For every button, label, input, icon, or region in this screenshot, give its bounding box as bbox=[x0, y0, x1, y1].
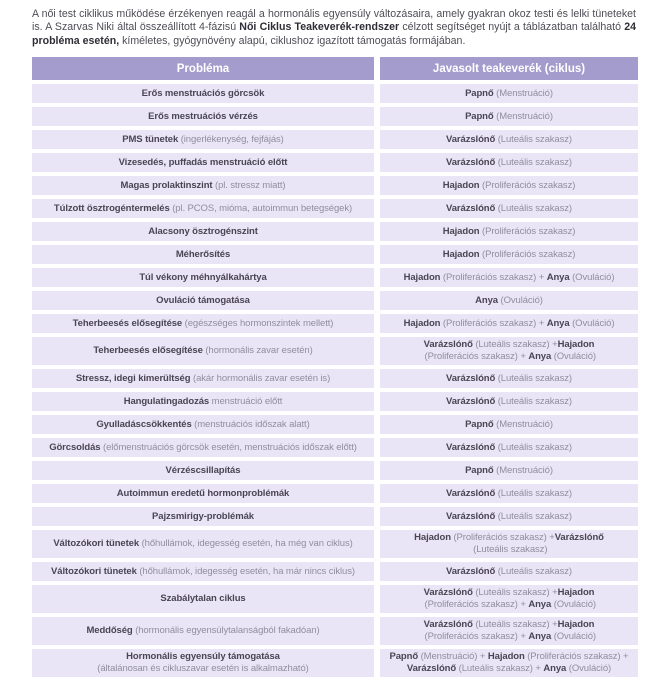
regular-text: (Luteális szakasz) bbox=[495, 133, 572, 145]
problem-cell bbox=[32, 438, 374, 457]
regular-text: (Proliferációs szakasz) + bbox=[421, 351, 529, 363]
emphasis-text: Varázslónő bbox=[446, 156, 496, 168]
problem-cell bbox=[32, 562, 374, 581]
emphasis-text: Pajzsmirigy-problémák bbox=[152, 510, 254, 522]
problem-cell bbox=[32, 176, 374, 195]
emphasis-text: Hajadon bbox=[557, 619, 595, 631]
emphasis-text: Női Ciklus Teakeverék-rendszer bbox=[239, 21, 400, 34]
problem-cell bbox=[32, 649, 374, 677]
regular-text: (Luteális szakasz) bbox=[495, 372, 572, 384]
problem-cell bbox=[32, 415, 374, 434]
regular-text: (Ovuláció) bbox=[551, 631, 596, 643]
problem-cell bbox=[32, 617, 374, 645]
emphasis-text: Varázslónő bbox=[423, 619, 473, 631]
table-row bbox=[32, 268, 638, 287]
problem-cell bbox=[32, 84, 374, 103]
emphasis-text: Varázslónő bbox=[554, 532, 604, 544]
emphasis-text: Varázslónő bbox=[446, 510, 496, 522]
emphasis-text: Hajadon bbox=[442, 225, 480, 237]
emphasis-text: Papnő bbox=[465, 418, 494, 430]
regular-text: A női test ciklikus működése érzékenyen reagál a hormonális egyensúly változásaira, amely gyakran okoz testi és lelki tüneteket is. A Szarvas Niki által összeállított 4-fázisú bbox=[32, 8, 636, 34]
suggestion-cell bbox=[380, 337, 638, 365]
suggestion-cell bbox=[380, 461, 638, 480]
regular-text: (Proliferációs szakasz) + bbox=[440, 271, 547, 283]
suggestion-cell bbox=[380, 415, 638, 434]
emphasis-text: Alacsony ösztrogénszint bbox=[148, 225, 258, 237]
table-row bbox=[32, 176, 638, 195]
suggestion-cell bbox=[380, 199, 638, 218]
emphasis-text: Magas prolaktinszint bbox=[120, 179, 213, 191]
problem-cell bbox=[32, 130, 374, 149]
regular-text: (Proliferációs szakasz) bbox=[479, 248, 576, 260]
emphasis-text: Papnő bbox=[465, 110, 494, 122]
emphasis-text: Hormonális egyensúly támogatása bbox=[126, 651, 280, 663]
regular-text: (Menstruáció) bbox=[493, 464, 553, 476]
regular-text: menstruáció előtt bbox=[209, 395, 283, 407]
regular-text: (ingerlékenység, fejfájás) bbox=[178, 133, 284, 145]
emphasis-text: PMS tünetek bbox=[122, 133, 179, 145]
emphasis-text: Ovuláció támogatása bbox=[156, 294, 250, 306]
emphasis-text: Erős menstruációs görcsök bbox=[141, 87, 265, 99]
table-row bbox=[32, 530, 638, 558]
regular-text: (Ovuláció) bbox=[551, 599, 596, 611]
emphasis-text: Gyulladáscsökkentés bbox=[96, 418, 192, 430]
regular-text: (Proliferációs szakasz) + bbox=[421, 631, 529, 643]
regular-text: (Luteális szakasz) bbox=[495, 510, 572, 522]
emphasis-text: Görcsoldás bbox=[49, 441, 101, 453]
table-row bbox=[32, 107, 638, 126]
suggestion-cell bbox=[380, 617, 638, 645]
regular-text: (Ovuláció) bbox=[566, 663, 612, 675]
emphasis-text: Anya bbox=[543, 663, 567, 675]
table-row bbox=[32, 130, 638, 149]
emphasis-text: Hajadon bbox=[403, 317, 441, 329]
table-row bbox=[32, 314, 638, 333]
suggestion-cell bbox=[380, 314, 638, 333]
regular-text: (általánosan és cikluszavar esetén is alkalmazható) bbox=[97, 663, 309, 675]
suggestion-cell bbox=[380, 268, 638, 287]
regular-text: (pl. PCOS, mióma, autoimmun betegségek) bbox=[169, 202, 353, 214]
regular-text: (egészséges hormonszintek mellett) bbox=[182, 317, 334, 329]
problem-cell bbox=[32, 484, 374, 503]
table-row bbox=[32, 649, 638, 677]
regular-text: (előmenstruációs görcsök esetén, menstruációs időszak előtt) bbox=[100, 441, 357, 453]
regular-text: (Luteális szakasz) + bbox=[472, 339, 558, 351]
problem-cell bbox=[32, 199, 374, 218]
regular-text: (menstruációs időszak alatt) bbox=[191, 418, 310, 430]
emphasis-text: Papnő bbox=[465, 464, 494, 476]
regular-text: (hőhullámok, idegesség esetén, ha már nincs ciklus) bbox=[136, 565, 355, 577]
regular-text: (akár hormonális zavar esetén is) bbox=[190, 372, 331, 384]
regular-text: (Luteális szakasz) + bbox=[456, 663, 544, 675]
emphasis-text: Varázslónő bbox=[423, 339, 473, 351]
regular-text: (Ovuláció) bbox=[569, 271, 615, 283]
regular-text: (Luteális szakasz) + bbox=[472, 587, 558, 599]
table-body bbox=[32, 84, 638, 677]
emphasis-text: Anya bbox=[546, 271, 570, 283]
table-row bbox=[32, 84, 638, 103]
emphasis-text: Változókori tünetek bbox=[53, 538, 140, 550]
suggestion-cell bbox=[380, 107, 638, 126]
regular-text: célzott segítséget nyújt a táblázatban található bbox=[399, 21, 625, 34]
regular-text: kíméletes, gyógynövény alapú, ciklushoz igazított támogatás formájában. bbox=[119, 34, 466, 47]
emphasis-text: Varázslónő bbox=[446, 372, 496, 384]
problem-cell bbox=[32, 153, 374, 172]
regular-text: (Proliferációs szakasz) bbox=[479, 225, 576, 237]
problem-cell bbox=[32, 369, 374, 388]
suggestion-cell bbox=[380, 484, 638, 503]
problem-cell bbox=[32, 245, 374, 264]
suggestion-cell bbox=[380, 176, 638, 195]
emphasis-text: Hajadon bbox=[403, 271, 441, 283]
emphasis-text: Autoimmun eredetű hormonproblémák bbox=[116, 487, 290, 499]
emphasis-text: Szabálytalan ciklus bbox=[160, 593, 246, 605]
regular-text: (Menstruáció) bbox=[493, 418, 553, 430]
regular-text: (hőhullámok, idegesség esetén, ha még van ciklus) bbox=[139, 538, 353, 550]
regular-text: (Luteális szakasz) bbox=[495, 487, 572, 499]
suggestion-cell bbox=[380, 507, 638, 526]
emphasis-text: Változókori tünetek bbox=[51, 565, 137, 577]
emphasis-text: Hajadon bbox=[442, 248, 480, 260]
emphasis-text: Hajadon bbox=[557, 587, 595, 599]
regular-text: (Proliferációs szakasz) + bbox=[450, 532, 555, 544]
emphasis-text: Anya bbox=[528, 599, 552, 611]
emphasis-text: Méherősítés bbox=[175, 248, 231, 260]
table-row bbox=[32, 438, 638, 457]
emphasis-text: Varázslónő bbox=[446, 395, 496, 407]
regular-text: (Ovuláció) bbox=[551, 351, 596, 363]
regular-text: (Luteális szakasz) bbox=[495, 395, 572, 407]
suggestion-cell bbox=[380, 585, 638, 613]
emphasis-text: Anya bbox=[528, 631, 552, 643]
intro-paragraph bbox=[32, 8, 636, 48]
problems-table bbox=[32, 57, 638, 677]
emphasis-text: Varázslónő bbox=[446, 441, 496, 453]
emphasis-text: Hangulatingadozás bbox=[123, 395, 210, 407]
suggestion-cell bbox=[380, 392, 638, 411]
suggestion-cell bbox=[380, 649, 638, 677]
regular-text: (Proliferációs szakasz) + bbox=[421, 599, 529, 611]
emphasis-text: 24 probléma esetén, bbox=[32, 21, 636, 47]
problem-cell bbox=[32, 268, 374, 287]
table-row bbox=[32, 337, 638, 365]
regular-text: (hormonális egyensúlytalanságból fakadóan) bbox=[132, 625, 320, 637]
regular-text: (Luteális szakasz) bbox=[495, 202, 572, 214]
regular-text: (hormonális zavar esetén) bbox=[202, 345, 313, 357]
regular-text: (pl. stressz miatt) bbox=[212, 179, 286, 191]
emphasis-text: Vérzéscsillapítás bbox=[165, 464, 241, 476]
regular-text: (Menstruáció) + bbox=[418, 651, 488, 663]
problem-cell bbox=[32, 314, 374, 333]
table-row bbox=[32, 245, 638, 264]
table-row bbox=[32, 585, 638, 613]
emphasis-text: Túl vékony méhnyálkahártya bbox=[139, 271, 267, 283]
regular-text: (Luteális szakasz) bbox=[495, 565, 572, 577]
table-row bbox=[32, 461, 638, 480]
table-row bbox=[32, 617, 638, 645]
regular-text: (Menstruáció) bbox=[493, 87, 553, 99]
emphasis-text: Teherbeesés elősegítése bbox=[93, 345, 203, 357]
emphasis-text: Varázslónő bbox=[446, 487, 496, 499]
problem-cell bbox=[32, 461, 374, 480]
table-row bbox=[32, 507, 638, 526]
problem-cell bbox=[32, 392, 374, 411]
emphasis-text: Varázslónő bbox=[446, 565, 496, 577]
emphasis-text: Hajadon bbox=[487, 651, 525, 663]
suggestion-cell bbox=[380, 291, 638, 310]
problem-cell bbox=[32, 337, 374, 365]
emphasis-text: Hajadon bbox=[414, 532, 451, 544]
problem-cell bbox=[32, 585, 374, 613]
regular-text: (Luteális szakasz) bbox=[495, 441, 572, 453]
emphasis-text: Varázslónő bbox=[406, 663, 457, 675]
suggestion-cell bbox=[380, 530, 638, 558]
regular-text: (Ovuláció) bbox=[498, 294, 543, 306]
regular-text: (Luteális szakasz) bbox=[470, 544, 548, 556]
table-row bbox=[32, 291, 638, 310]
regular-text: (Luteális szakasz) bbox=[495, 156, 572, 168]
regular-text: (Ovuláció) bbox=[569, 317, 615, 329]
emphasis-text: Papnő bbox=[465, 87, 494, 99]
column-header-problem: Probléma bbox=[32, 57, 374, 80]
regular-text: (Luteális szakasz) + bbox=[472, 619, 558, 631]
column-header-suggestion: Javasolt teakeverék (ciklus) bbox=[380, 57, 638, 80]
emphasis-text: Hajadon bbox=[442, 179, 480, 191]
emphasis-text: Papnő bbox=[389, 651, 419, 663]
regular-text: (Proliferációs szakasz) + bbox=[440, 317, 547, 329]
emphasis-text: Anya bbox=[475, 294, 498, 306]
suggestion-cell bbox=[380, 130, 638, 149]
problem-cell bbox=[32, 530, 374, 558]
table-row bbox=[32, 199, 638, 218]
suggestion-cell bbox=[380, 245, 638, 264]
emphasis-text: Anya bbox=[528, 351, 552, 363]
table-row bbox=[32, 369, 638, 388]
emphasis-text: Erős mestruációs vérzés bbox=[148, 110, 258, 122]
regular-text: (Menstruáció) bbox=[493, 110, 553, 122]
emphasis-text: Meddőség bbox=[86, 625, 133, 637]
emphasis-text: Varázslónő bbox=[446, 133, 496, 145]
suggestion-cell bbox=[380, 222, 638, 241]
problem-cell bbox=[32, 507, 374, 526]
emphasis-text: Varázslónő bbox=[446, 202, 496, 214]
suggestion-cell bbox=[380, 438, 638, 457]
table-row bbox=[32, 562, 638, 581]
table-row bbox=[32, 222, 638, 241]
emphasis-text: Hajadon bbox=[557, 339, 595, 351]
emphasis-text: Vizesedés, puffadás menstruáció előtt bbox=[118, 156, 288, 168]
emphasis-text: Anya bbox=[546, 317, 570, 329]
emphasis-text: Túlzott ösztrogéntermelés bbox=[53, 202, 170, 214]
suggestion-cell bbox=[380, 84, 638, 103]
table-row bbox=[32, 415, 638, 434]
suggestion-cell bbox=[380, 562, 638, 581]
regular-text: (Proliferációs szakasz) bbox=[479, 179, 576, 191]
emphasis-text: Stressz, idegi kimerültség bbox=[75, 372, 191, 384]
suggestion-cell bbox=[380, 369, 638, 388]
table-row bbox=[32, 484, 638, 503]
problem-cell bbox=[32, 291, 374, 310]
problem-cell bbox=[32, 222, 374, 241]
table-row bbox=[32, 153, 638, 172]
regular-text: (Proliferációs szakasz) + bbox=[524, 651, 629, 663]
problem-cell bbox=[32, 107, 374, 126]
suggestion-cell bbox=[380, 153, 638, 172]
table-row bbox=[32, 392, 638, 411]
emphasis-text: Varázslónő bbox=[423, 587, 473, 599]
emphasis-text: Teherbeesés elősegítése bbox=[72, 317, 183, 329]
table-header-row bbox=[32, 57, 638, 80]
